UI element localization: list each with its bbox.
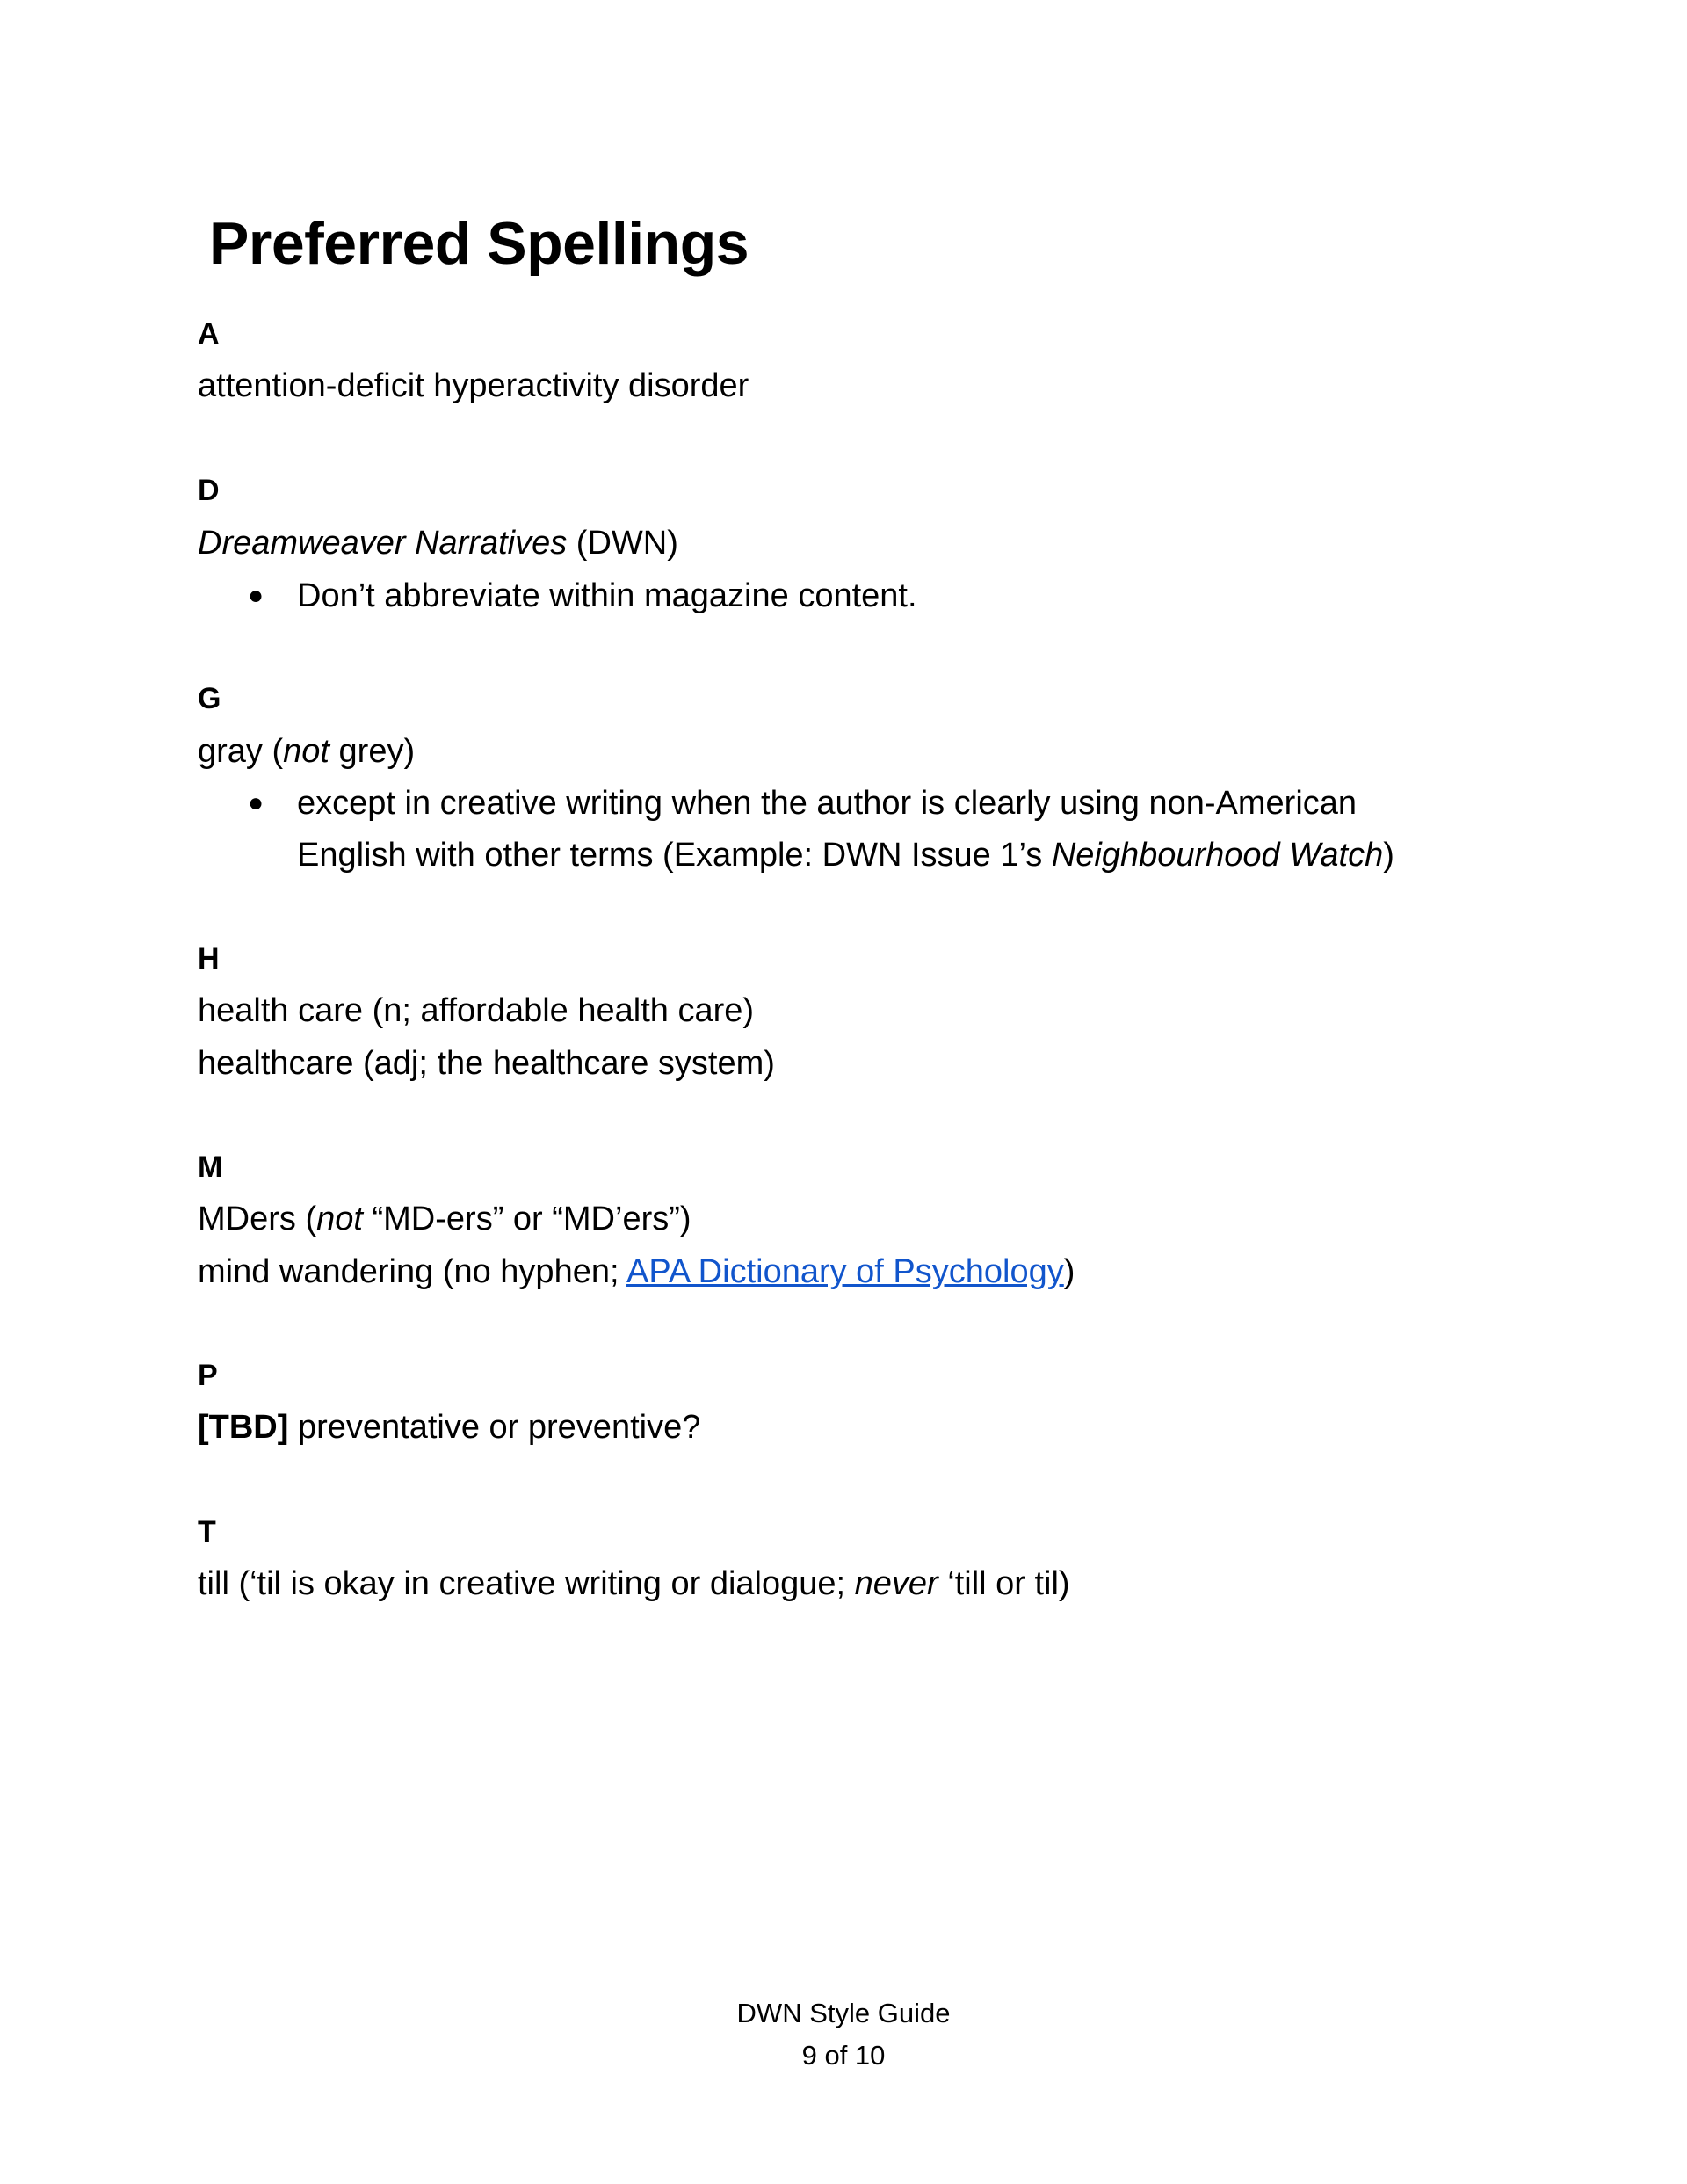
footer-page-number: 9 of 10 [801,2040,886,2071]
bullet-icon: ● [248,581,264,610]
entry-dreamweaver-rest: (DWN) [567,525,678,562]
tbd-tag: [TBD] [198,1409,289,1446]
bullet-except-line2-a: English with other terms (Example: DWN Issue 1’s [297,837,1052,874]
entry-healthcare: healthcare (adj; the healthcare system) [198,1045,775,1082]
section-letter-t: T [198,1515,216,1549]
entry-mind-wandering [198,1245,1075,1298]
bullet-except-line2 [297,829,1394,882]
entry-till [198,1557,1070,1610]
bullet-except-line2-italic: Neighbourhood Watch [1051,837,1384,874]
section-letter-p: P [198,1359,218,1392]
bullet-dont-abbreviate: Don’t abbreviate within magazine content. [297,577,917,614]
entry-preventative-rest: preventative or preventive? [288,1409,701,1446]
entry-mders-italic: not [316,1201,363,1237]
entry-till-italic: never [854,1565,938,1602]
entry-gray [198,725,415,778]
section-letter-g: G [198,682,221,715]
entry-preventative [198,1401,700,1454]
entry-mders [198,1193,691,1245]
entry-till-a: till (‘til is okay in creative writing or dialogue; [198,1565,855,1602]
entry-gray-b: grey) [329,733,416,770]
entry-adhd: attention-deficit hyperactivity disorder [198,367,749,404]
entry-dreamweaver [198,517,678,570]
footer-doc-name: DWN Style Guide [736,1998,951,2028]
section-letter-d: D [198,474,220,507]
entry-mders-b: “MD-ers” or “MD’ers”) [362,1201,691,1237]
entry-mind-wandering-b: ) [1063,1253,1075,1290]
section-letter-a: A [198,317,220,351]
entry-gray-italic: not [283,733,329,770]
entry-health-care: health care (n; affordable health care) [198,992,755,1029]
section-letter-m: M [198,1150,223,1184]
apa-dictionary-link[interactable]: APA Dictionary of Psychology [626,1253,1064,1290]
bullet-except-line1: except in creative writing when the author is clearly using non-American [297,785,1358,822]
bullet-except-line2-b: ) [1383,837,1394,874]
page-title: Preferred Spellings [209,210,749,277]
entry-gray-a: gray ( [198,733,284,770]
bullet-icon: ● [248,788,264,817]
entry-till-b: ‘till or til) [938,1565,1070,1602]
entry-dreamweaver-italic: Dreamweaver Narratives [198,525,568,562]
section-letter-h: H [198,942,220,976]
entry-mders-a: MDers ( [198,1201,317,1237]
entry-mind-wandering-a: mind wandering (no hyphen; [198,1253,626,1290]
